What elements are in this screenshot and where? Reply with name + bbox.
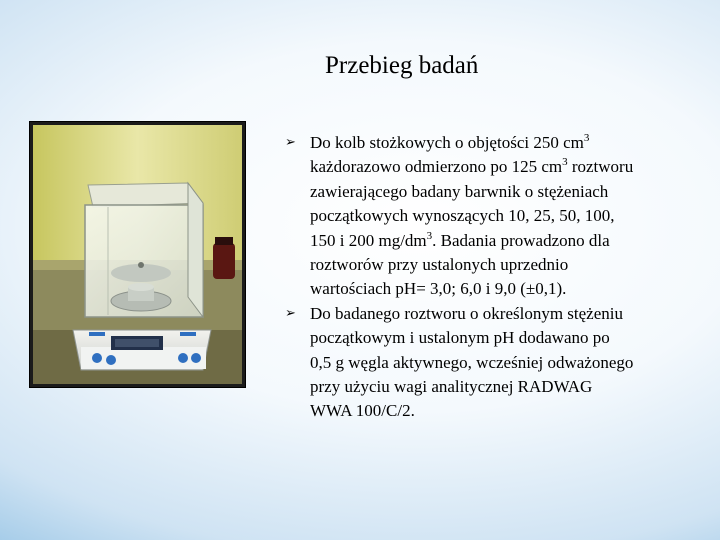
bullet-line: przy użyciu wagi analitycznej RADWAG (310, 377, 593, 397)
arrowhead-bullet-icon: ➢ (285, 305, 296, 321)
bullet-line: Do kolb stożkowych o objętości 250 $cm^3$ (310, 132, 590, 152)
bullet-line: 0,5 g węgla aktywnego, wcześniej odważonego (310, 352, 634, 372)
slide-title: Przebieg badań (325, 52, 479, 79)
bullet-line: roztworów przy ustalonych uprzednio (310, 255, 569, 275)
bullet-line: WWA 100/C/2. (310, 401, 415, 421)
content-bullets (285, 131, 705, 424)
bullet-line: początkowych wynoszących 10, 25, 50, 100, (310, 206, 615, 226)
balance-photo-frame (29, 121, 246, 388)
bullet-line: 150 i 200 $mg/dm^3$. Badania prowadzono dla (310, 229, 610, 250)
bullet-item (285, 131, 705, 302)
bullet-line: Do badanego roztworu o określonym stężeniu (310, 303, 623, 323)
bullet-line: wartościach pH= 3,0; 6,0 i 9,0 (±0,1). (310, 279, 567, 299)
analytical-balance-image (33, 125, 242, 384)
bullet-line: każdorazowo odmierzono po 125 $cm^3$ roztworu (310, 156, 634, 177)
bullet-line: zawierającego badany barwnik o stężeniach (310, 181, 609, 201)
bullet-line: początkowym i ustalonym pH dodawano po (310, 328, 610, 348)
bullet-item (285, 302, 705, 424)
arrowhead-bullet-icon: ➢ (285, 135, 296, 150)
